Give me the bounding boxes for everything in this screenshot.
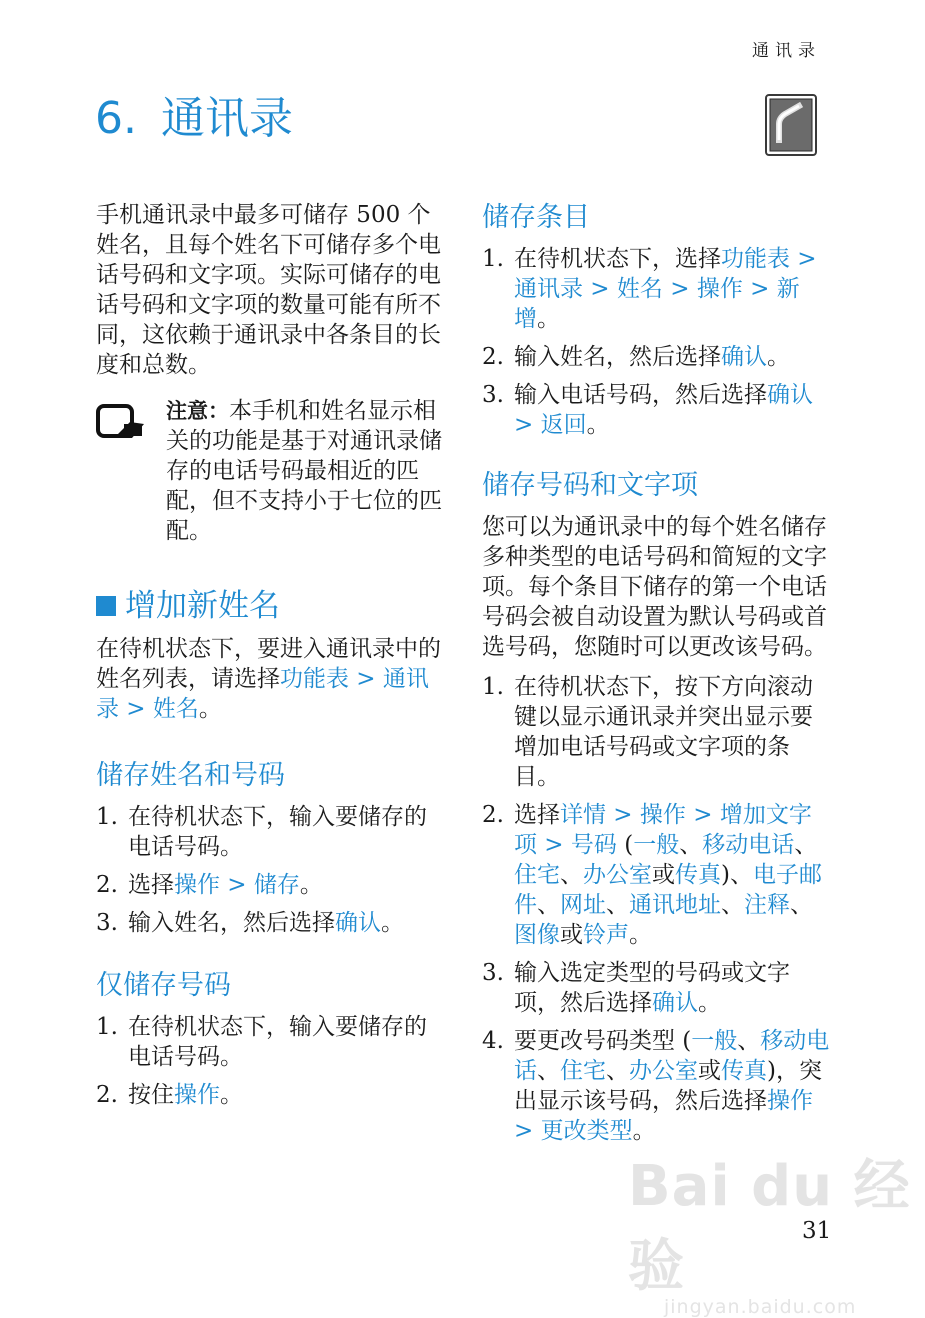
fax-link: 传真 [675,862,721,888]
ringtone-link: 铃声 [583,922,629,948]
separator: > [742,276,777,302]
right-column [482,200,832,1154]
note-icon [96,404,146,546]
separator: > [685,802,720,828]
options-link: 操作 [767,1088,813,1114]
save-name-number-list [96,802,446,938]
mobile-link: 移动电话 [702,832,795,858]
section-title-save-numbers-text: 储存号码和文字项 [482,470,698,501]
home-link: 住宅 [560,1058,606,1084]
item-text: )，突出显示该号码，然后选择 [514,1058,822,1114]
menu-link: 功能表 [721,246,790,272]
item-number: 2. [96,1082,118,1108]
separator: > [349,666,383,692]
item-text: 或 [698,1058,721,1084]
chapter-title [95,82,293,146]
office-link: 办公室 [629,1058,698,1084]
list-item [96,1080,446,1110]
item-number: 3. [96,910,118,936]
list-item [482,1026,832,1146]
item-text: 按住 [128,1082,174,1108]
punctuation: 、 [560,862,583,888]
section-title-save-entry: 储存条目 [482,202,590,233]
punctuation: 、 [737,1028,761,1054]
punctuation: 、 [679,832,703,858]
add-name-paragraph [96,634,446,724]
punctuation: 、 [606,892,629,918]
punctuation: )、 [721,862,753,888]
note-link: 注释 [744,892,790,918]
save-numbers-intro: 您可以为通讯录中的每个姓名储存多种类型的电话号码和简短的文字项。每个条目下储存的第一个电话号码会被自动设置为默认号码或首选号码，您随时可以更改该号码。 [482,514,827,660]
item-text: 输入电话号码，然后选择 [514,382,767,408]
separator: > [606,802,640,828]
options-link: 操作 [174,1082,220,1108]
options-link: 操作 [696,276,743,302]
add-text-link: 增加文字项 [514,802,812,858]
punctuation: 。 [698,990,721,1016]
punctuation: 、 [721,892,744,918]
punctuation: 。 [767,344,790,370]
punctuation: 。 [220,1082,243,1108]
item-number: 1. [96,1014,118,1040]
ok-link: 确认 [767,382,813,408]
list-item [96,802,446,862]
list-item [96,908,446,938]
item-text: 或 [560,922,583,948]
separator: > [119,696,153,722]
chapter-title-text: 通讯录 [161,93,293,144]
punctuation: 、 [537,892,560,918]
list-item [96,1012,446,1072]
running-head: 通讯录 [752,41,821,61]
office-link: 办公室 [583,862,652,888]
item-text: 或 [652,862,675,888]
item-number: 2. [482,344,504,370]
web-address-link: 网址 [560,892,606,918]
save-numbers-list [482,672,832,1146]
separator: > [662,276,697,302]
save-entry-list [482,244,832,440]
list-item [482,342,832,372]
ok-link: 确认 [652,990,698,1016]
note-label: 注意： [166,399,229,423]
options-link: 操作 [174,872,220,898]
punctuation: 。 [629,922,652,948]
save-number-only-list [96,1012,446,1110]
punctuation: 。 [198,696,222,722]
contacts-link: 通讯录 [96,666,429,722]
left-column [96,200,446,1118]
page-number: 31 [802,1218,832,1244]
general-link: 一般 [633,832,680,858]
separator: > [220,872,254,898]
list-item [482,672,832,792]
menu-link: 功能表 [280,666,349,692]
names-link: 姓名 [152,696,199,722]
item-text: 选择 [128,872,174,898]
fax-link: 传真 [721,1058,767,1084]
item-text: 在待机状态下，选择 [514,246,721,272]
chapter-number: 6. [95,93,137,144]
punctuation: 、 [537,1058,560,1084]
note-block [96,396,446,546]
names-link: 姓名 [616,276,663,302]
separator: > [790,246,817,272]
watermark-url: jingyan.baidu.com [664,1296,857,1318]
list-item [482,800,832,950]
item-text: 输入姓名，然后选择 [514,344,721,370]
section-title-save-number-only: 仅储存号码 [96,970,231,1001]
contacts-link: 通讯录 [514,276,583,302]
note-body: 本手机和姓名显示相关的功能是基于对通讯录储存的电话号码最相近的匹配，但不支持小于七位的匹配。 [166,398,442,544]
item-text: 在待机状态下，按下方向滚动键以显示通讯录并突出显示要增加电话号码或文字项的条目。 [514,674,813,790]
item-number: 2. [482,802,504,828]
item-number: 3. [482,960,504,986]
item-number: 2. [96,872,118,898]
item-number: 1. [482,246,504,272]
punctuation: 。 [381,910,404,936]
add-name-text: 在待机状态下，要进入通讯录中的姓名列表，请选择 [96,636,441,692]
list-item [482,244,832,334]
punctuation: 。 [632,1118,656,1144]
list-item [482,958,832,1018]
punctuation: 、 [606,1058,629,1084]
section-title-add-name-text: 增加新姓名 [125,588,280,624]
image-link: 图像 [514,922,560,948]
item-number: 3. [482,382,504,408]
item-text: 在待机状态下，输入要储存的电话号码。 [128,804,427,860]
punctuation: 、 [794,832,818,858]
item-text: 在待机状态下，输入要储存的电话号码。 [128,1014,427,1070]
item-number: 4. [482,1028,504,1054]
ok-link: 确认 [721,344,767,370]
item-number: 1. [96,804,118,830]
item-text: 选择 [514,802,560,828]
separator: > [537,832,571,858]
options-link: 操作 [639,802,686,828]
home-link: 住宅 [514,862,560,888]
ok-link: 确认 [335,910,381,936]
separator: > [514,1118,541,1144]
mobile-link: 移动电话 [514,1028,830,1084]
save-link: 储存 [253,872,300,898]
add-new-link: 新增 [514,276,800,332]
list-item [482,380,832,440]
section-title-save-name-number: 储存姓名和号码 [96,760,285,791]
punctuation: 、 [790,892,813,918]
punctuation: 。 [586,412,610,438]
watermark-logo-text: Bai du 经验 [628,1154,911,1299]
item-text: 要更改号码类型 ( [514,1028,692,1054]
section-title-add-name [96,586,446,626]
intro-paragraph: 手机通讯录中最多可储存 500 个姓名，且每个姓名下可储存多个电话号码和文字项。实际可储存的电话号码和文字项的数量可能有所不同，这依赖于通讯录中各条目的长度和总数。 [96,202,441,378]
square-bullet-icon [96,596,116,616]
note-text [166,396,446,546]
separator: > [514,412,541,438]
punctuation: 。 [299,872,323,898]
general-link: 一般 [691,1028,738,1054]
baidu-watermark [628,1142,925,1318]
phonebook-chapter-icon [765,94,817,156]
punctuation: 。 [537,306,560,332]
details-link: 详情 [560,802,606,828]
email-link: 电子邮件 [514,862,822,918]
separator: > [583,276,617,302]
list-item [96,870,446,900]
back-link: 返回 [540,412,587,438]
item-text: 输入选定类型的号码或文字项，然后选择 [514,960,790,1016]
number-link: 号码 [570,832,617,858]
punctuation: ( [616,832,634,858]
address-link: 通讯地址 [629,892,721,918]
item-number: 1. [482,674,504,700]
change-type-link: 更改类型 [540,1118,633,1144]
item-text: 输入姓名，然后选择 [128,910,335,936]
